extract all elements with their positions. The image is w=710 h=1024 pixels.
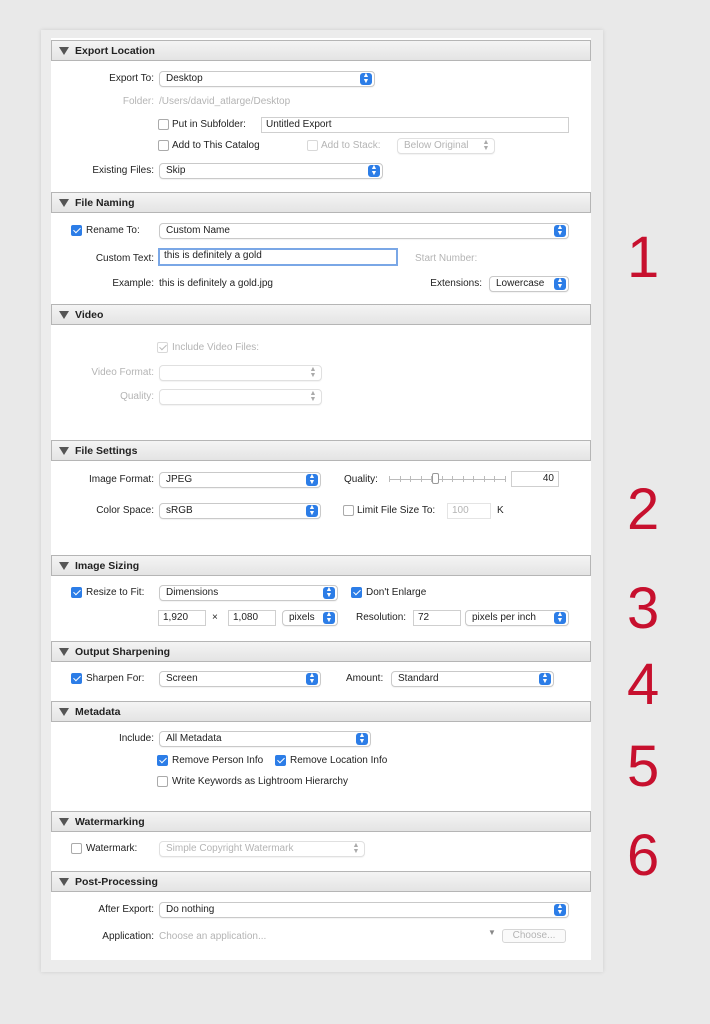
chevron-updown-icon: ▲ ▼: [539, 673, 551, 685]
slider-tick: [421, 476, 422, 482]
image-format-label: Image Format:: [88, 474, 154, 485]
height-input[interactable]: 1,080: [228, 610, 276, 626]
chevron-updown-icon: ▲ ▼: [554, 225, 566, 237]
watermark-select[interactable]: [159, 841, 365, 857]
dont-enlarge-label: Don't Enlarge: [366, 587, 427, 598]
disclosure-triangle-icon[interactable]: [59, 562, 69, 570]
write-keywords-checkbox[interactable]: [157, 776, 168, 787]
rename-to-label: Rename To:: [86, 225, 140, 236]
sharpen-for-select[interactable]: [159, 671, 321, 687]
chevron-updown-icon: ▲ ▼: [309, 390, 317, 403]
annotation-number: 3: [627, 576, 660, 641]
section-header-output-sharpening[interactable]: [51, 641, 591, 662]
slider-tick: [442, 476, 443, 482]
include-video-label: Include Video Files:: [172, 342, 260, 353]
include-metadata-select[interactable]: [159, 731, 371, 747]
rename-to-checkbox[interactable]: [71, 225, 82, 236]
select-value: pixels: [289, 612, 315, 623]
resize-mode-select[interactable]: [159, 585, 338, 601]
section-title: Output Sharpening: [75, 645, 171, 658]
existing-files-select[interactable]: [159, 163, 383, 179]
section-title: File Naming: [75, 196, 135, 209]
application-field[interactable]: Choose an application...: [159, 931, 267, 942]
chevron-updown-icon: ▲ ▼: [554, 904, 566, 916]
section-title: Image Sizing: [75, 559, 140, 572]
select-value: All Metadata: [166, 733, 222, 744]
width-input[interactable]: 1,920: [158, 610, 206, 626]
select-value: Standard: [398, 673, 439, 684]
chevron-updown-icon: ▲ ▼: [323, 612, 335, 624]
slider-tick: [463, 476, 464, 482]
section-title: Metadata: [75, 705, 121, 718]
chevron-updown-icon: ▲ ▼: [306, 505, 318, 517]
remove-person-info-label: Remove Person Info: [172, 755, 264, 766]
slider-tick: [389, 476, 390, 482]
sharpen-for-checkbox[interactable]: [71, 673, 82, 684]
slider-tick: [473, 476, 474, 482]
annotation-number: 4: [627, 652, 660, 717]
after-export-label: After Export:: [98, 904, 154, 915]
select-value: Skip: [166, 165, 186, 176]
remove-person-info-checkbox[interactable]: [157, 755, 168, 766]
add-to-catalog-checkbox[interactable]: [158, 140, 169, 151]
select-value: pixels per inch: [472, 612, 536, 623]
rename-to-select[interactable]: [159, 223, 569, 239]
watermark-label: Watermark:: [86, 843, 138, 854]
write-keywords-label: Write Keywords as Lightroom Hierarchy: [172, 776, 348, 787]
dropdown-arrow-icon[interactable]: ▼: [488, 928, 496, 937]
remove-location-info-label: Remove Location Info: [290, 755, 388, 766]
chevron-updown-icon: ▲ ▼: [554, 278, 566, 290]
disclosure-triangle-icon[interactable]: [59, 648, 69, 656]
resize-to-fit-label: Resize to Fit:: [86, 587, 145, 598]
annotation-number: 2: [627, 477, 660, 542]
application-label: Application:: [102, 931, 154, 942]
annotation-number: 1: [627, 225, 660, 290]
video-quality-select[interactable]: [159, 389, 322, 405]
color-space-select[interactable]: [159, 503, 321, 519]
select-value: Dimensions: [166, 587, 219, 598]
video-format-select[interactable]: [159, 365, 322, 381]
disclosure-triangle-icon[interactable]: [59, 199, 69, 207]
section-header-metadata[interactable]: [51, 701, 591, 722]
select-value: Simple Copyright Watermark: [166, 843, 294, 854]
limit-file-size-checkbox[interactable]: [343, 505, 354, 516]
chevron-updown-icon: ▲ ▼: [323, 587, 335, 599]
disclosure-triangle-icon[interactable]: [59, 311, 69, 319]
amount-label: Amount:: [346, 673, 384, 684]
image-format-select[interactable]: [159, 472, 321, 488]
limit-file-size-label: Limit File Size To:: [357, 505, 436, 516]
section-title: Post-Processing: [75, 875, 158, 888]
add-to-catalog-label: Add to This Catalog: [172, 140, 260, 151]
section-title: Watermarking: [75, 815, 145, 828]
sharpen-for-label: Sharpen For:: [86, 673, 145, 684]
slider-track: [389, 479, 505, 480]
size-units-select[interactable]: [282, 610, 338, 626]
chevron-updown-icon: ▲ ▼: [482, 139, 490, 152]
resize-to-fit-checkbox[interactable]: [71, 587, 82, 598]
folder-label: Folder:: [122, 96, 154, 107]
chevron-updown-icon: ▲ ▼: [368, 165, 380, 177]
chevron-updown-icon: ▲ ▼: [352, 842, 360, 855]
export-to-label: Export To:: [109, 73, 154, 84]
select-value: JPEG: [166, 474, 193, 485]
example-filename: this is definitely a gold.jpg: [159, 278, 273, 289]
chevron-updown-icon: ▲ ▼: [356, 733, 368, 745]
include-label: Include:: [118, 733, 154, 744]
select-value: Screen: [166, 673, 198, 684]
section-header-file-settings[interactable]: [51, 440, 591, 461]
watermark-checkbox[interactable]: [71, 843, 82, 854]
example-label: Example:: [112, 278, 154, 289]
annotation-number: 6: [627, 823, 660, 888]
folder-path: /Users/david_atlarge/Desktop: [159, 96, 291, 107]
quality-label: Quality:: [344, 474, 378, 485]
color-space-label: Color Space:: [96, 505, 154, 516]
limit-file-size-input[interactable]: 100: [447, 503, 491, 519]
section-title: Video: [75, 308, 104, 321]
extensions-label: Extensions:: [430, 278, 482, 289]
slider-thumb[interactable]: [432, 473, 439, 484]
disclosure-triangle-icon[interactable]: [59, 878, 69, 886]
annotation-number: 5: [627, 734, 660, 799]
select-value: Custom Name: [166, 225, 230, 236]
chevron-updown-icon: ▲ ▼: [554, 612, 566, 624]
section-header-export-location[interactable]: [51, 40, 591, 61]
choose-application-button[interactable]: Choose...: [502, 929, 566, 943]
add-to-stack-checkbox[interactable]: [307, 140, 318, 151]
slider-tick: [505, 476, 506, 482]
slider-tick: [494, 476, 495, 482]
put-in-subfolder-checkbox[interactable]: [158, 119, 169, 130]
amount-select[interactable]: [391, 671, 554, 687]
section-header-image-sizing[interactable]: [51, 555, 591, 576]
section-header-watermarking[interactable]: [51, 811, 591, 832]
video-format-label: Video Format:: [91, 367, 154, 378]
disclosure-triangle-icon[interactable]: [59, 447, 69, 455]
section-header-post-processing[interactable]: [51, 871, 591, 892]
custom-text-label: Custom Text:: [95, 253, 154, 264]
remove-location-info-checkbox[interactable]: [275, 755, 286, 766]
section-header-file-naming[interactable]: [51, 192, 591, 213]
add-to-stack-label: Add to Stack:: [321, 140, 381, 151]
slider-tick: [410, 476, 411, 482]
chevron-updown-icon: ▲ ▼: [306, 474, 318, 486]
chevron-updown-icon: ▲ ▼: [309, 366, 317, 379]
chevron-updown-icon: ▲ ▼: [360, 73, 372, 85]
select-value: Desktop: [166, 73, 203, 84]
limit-file-size-unit: K: [497, 505, 504, 516]
stack-position-select[interactable]: [397, 138, 495, 154]
slider-tick: [452, 476, 453, 482]
section-title: Export Location: [75, 44, 155, 57]
select-value: Do nothing: [166, 904, 215, 915]
select-value: sRGB: [166, 505, 193, 516]
extensions-select[interactable]: [489, 276, 569, 292]
existing-files-label: Existing Files:: [92, 165, 154, 176]
export-dialog: [41, 30, 603, 972]
disclosure-triangle-icon[interactable]: [59, 47, 69, 55]
resolution-label: Resolution:: [356, 612, 407, 623]
export-to-select[interactable]: [159, 71, 375, 87]
disclosure-triangle-icon[interactable]: [59, 708, 69, 716]
custom-text-input[interactable]: this is definitely a gold: [158, 248, 398, 266]
chevron-updown-icon: ▲ ▼: [306, 673, 318, 685]
select-value: Below Original: [404, 140, 469, 151]
after-export-select[interactable]: [159, 902, 569, 918]
video-quality-label: Quality:: [120, 391, 154, 402]
section-header-video[interactable]: [51, 304, 591, 325]
slider-tick: [400, 476, 401, 482]
quality-value-input[interactable]: 40: [511, 471, 559, 487]
resolution-units-select[interactable]: [465, 610, 569, 626]
start-number-label: Start Number:: [415, 253, 478, 264]
select-value: Lowercase: [496, 278, 545, 289]
include-video-checkbox[interactable]: [157, 342, 168, 353]
section-title: File Settings: [75, 444, 138, 457]
resolution-input[interactable]: 72: [413, 610, 461, 626]
slider-tick: [484, 476, 485, 482]
dont-enlarge-checkbox[interactable]: [351, 587, 362, 598]
times-symbol: ×: [212, 612, 218, 623]
disclosure-triangle-icon[interactable]: [59, 818, 69, 826]
export-settings-list: [51, 38, 591, 960]
put-in-subfolder-label: Put in Subfolder:: [172, 119, 246, 130]
subfolder-name-input[interactable]: Untitled Export: [261, 117, 569, 133]
